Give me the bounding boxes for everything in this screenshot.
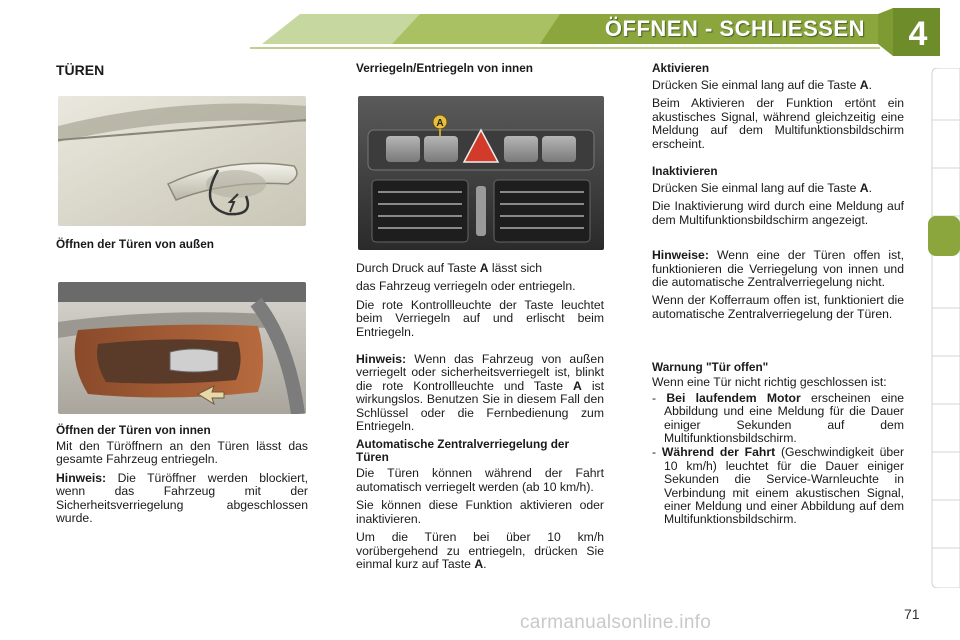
note-label: Hinweise: — [652, 248, 709, 263]
col1-note — [56, 472, 308, 526]
warning-intro: Wenn eine Tür nicht richtig geschlossen ist: — [652, 375, 887, 390]
list-item: - Während der Fahrt (Geschwindigkeit über 10 km/h) leuchtet für die Dauer einiger Sekunden die Service-Warnleuchte in Verbindung mit einem akustischen Signal, einer Meldung und einer Abbildung auf dem Multifunktionsbildschirm. — [652, 445, 905, 527]
activate-p2: Beim Aktivieren der Funktion ertönt ein akustisches Signal, während gleichzeitig eine Meldung auf dem Multifunktionsbildschirm erscheint. — [652, 96, 904, 151]
col2-p2: das Fahrzeug verriegeln oder entriegeln. — [356, 279, 576, 294]
col2-note: Hinweis: Wenn das Fahrzeug von außen verriegelt oder sicherheitsverriegelt ist, blinkt die rote Kontrollleuchte und Taste A ist wirkungslos. Benutzen Sie in diesem Fall den Schlüssel oder die Fernbedienung zum Entriegeln. — [356, 352, 605, 434]
chapter-number: 4 — [908, 15, 928, 53]
page-number: 71 — [904, 606, 920, 622]
door-inside-handle-photo — [58, 282, 306, 414]
deactivate-p2: Die Inaktivierung wird durch eine Meldung auf dem Multifunktionsbildschirm angezeigt. — [652, 199, 904, 227]
watermark: carmanualsonline.info — [520, 612, 712, 633]
warning-list — [652, 392, 904, 527]
page-title: ÖFFNEN - SCHLIESSEN — [604, 16, 865, 41]
door-outside-handle-photo — [58, 96, 306, 226]
key-a: A — [474, 556, 484, 571]
auto-p2: Sie können diese Funktion aktivieren oder inaktivieren. — [356, 498, 604, 526]
caption-outside: Öffnen der Türen von außen — [56, 237, 214, 251]
activate-p1: Drücken Sie einmal lang auf die Taste A. — [652, 78, 872, 92]
key-a: A — [479, 261, 489, 275]
auto-lock-heading: Automatische Zentralverriegelung der Türen — [356, 437, 570, 465]
button-a-marker: A — [436, 118, 444, 129]
note-label: Hinweis: — [56, 470, 107, 485]
activate-heading: Aktivieren — [652, 61, 710, 75]
col3-note: Hinweise: Wenn eine der Türen offen ist, funktionieren die Verriegelung von innen und die automatische Zentralverriegelung nicht. — [652, 248, 904, 290]
deactivate-p1: Drücken Sie einmal lang auf die Taste A. — [652, 181, 872, 196]
key-a: A — [859, 181, 869, 196]
section-title: TÜREN — [56, 62, 105, 78]
list-item: - Bei laufendem Motor erscheinen eine Abbildung und eine Meldung für die Dauer einiger Sekunden auf dem Multifunktionsbildschirm. — [652, 390, 905, 445]
col2-p1: Durch Druck auf Taste A lässt sich — [356, 261, 543, 275]
door-open-warning-heading: Warnung "Tür offen" — [652, 360, 769, 375]
dashboard-lock-button-photo — [358, 96, 604, 250]
auto-p1: Die Türen können während der Fahrt automatisch verriegelt werden (ab 10 km/h). — [356, 466, 604, 494]
col3-note-p2: Wenn der Kofferraum offen ist, funktioniert die automatische Zentralverriegelung der Türen. — [652, 293, 904, 321]
lock-unlock-heading: Verriegeln/Entriegeln von innen — [356, 61, 533, 75]
key-a: A — [573, 378, 582, 393]
inside-text: Mit den Türöffnern an den Türen lässt das gesamte Fahrzeug entriegeln. — [56, 439, 308, 467]
chapter-tabs — [928, 68, 960, 588]
key-a: A — [859, 78, 869, 92]
note-label: Hinweis: — [356, 352, 407, 367]
deactivate-heading: Inaktivieren — [652, 164, 718, 179]
note-text: Die Türöffner werden blockiert, wenn das Fahrzeug mit der Sicherheitsverriegelung abgeschlossen wurde. — [56, 470, 308, 526]
auto-p3: Um die Türen bei über 10 km/h vorübergehend zu entriegeln, drücken Sie einmal kurz auf Taste A. — [356, 530, 604, 571]
col2-p3: Die rote Kontrollleuchte der Taste leuchtet beim Verriegeln auf und erlischt beim Entriegeln. — [356, 297, 604, 339]
caption-inside: Öffnen der Türen von innen — [56, 423, 211, 437]
